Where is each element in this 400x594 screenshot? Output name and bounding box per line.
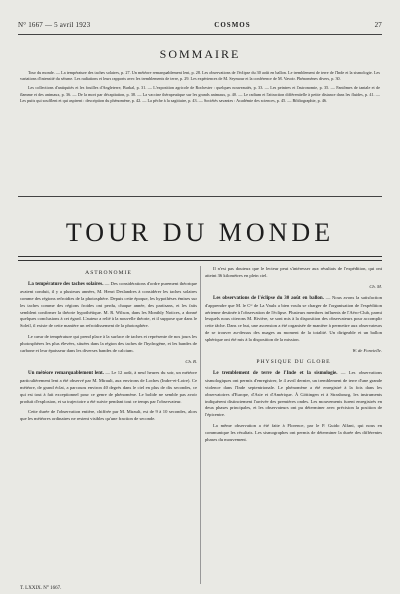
page-number: 27 <box>374 21 382 29</box>
article-signature: Ch. M. <box>369 283 382 289</box>
article-body: — Nous avons la satisfaction d'apprendre que M. le Cᵗᵉ de La Vaulx a bien voulu se charger de l'organisation de l'expédition aérienne destinée à l'observation de l'éclipse. Plusieurs membres influents de l'Aéro-Club, parmi lesquels nous citerons M. Rivière, se sont mis à la disposition des observateurs pour accomplir cette tâche. Dans ce but, une ascension a été organisée de manière à permettre aux observateurs de se trouver au-dessus des nuages au moment de la totalité. Un dirigeable et un ballon sphérique ont été mis à la disposition de la mission. <box>205 294 382 343</box>
issue-number: N° 1667 — 5 avril 1923 <box>18 21 91 29</box>
running-header <box>18 18 382 32</box>
sommaire-body <box>20 70 380 188</box>
column-divider <box>200 266 201 584</box>
article-title: Un météore remarquablement lent. <box>28 370 104 376</box>
sommaire-paragraph: Les collections d'antiquités et les fouilles d'Angleterre, Burkal, p. 31. — L'exposition agricole de Rochester : quelques nouveautés, p. 33. — Les peintres et l'astronomie, p. 35. — Fantômes de tantale et de flamme et des animaux, p. 36. — De la mort par décapitation, p. 38. — La vaccine thérapeutique sur les grands animaux, p. 40. — Le radium et l'attraction différentielle à petite distance dans les fluides, p. 41. — Les puits qui soufflent et qui aspirent : description du phénomène, p. 42. — La pêche à la sagittaire, p. 43. — Sociétés savantes : Académie des sciences, p. 45. — Bibliographie, p. 46. <box>20 85 380 103</box>
sommaire-paragraph: Tour du monde. — La température des taches solaires, p. 27. Un météore remarquablement lent, p. 28. Les observations de l'éclipse du 30 août en ballon. Le tremblement de terre de l'Inde et la sismologie. Les variations d'intensité du séisme. Les radiations et leurs rapports avec les tremblements de terre, p. 29. Les expériences de M. Seymour et la conférence de M. Vavoir. Phénomènes divers, p. 30. <box>20 70 380 82</box>
article-paragraph <box>20 370 197 406</box>
sommaire-rule <box>18 196 382 197</box>
article-paragraph: La même observation a été faite à Florence, par le P. Guido Alfani, qui nous en communique les résultats. Les sismographes ont permis de déterminer la durée des différentes phases du mouvement. <box>205 423 382 443</box>
article-signature: W. de Fonvielle. <box>352 348 382 354</box>
article-paragraph: Il n'est pas douteux que le lecteur peut s'intéresser aux résultats de l'expédition, qui ont atteint 36 kilomètres en plein ciel. <box>205 266 382 278</box>
article-body: — Des considérations d'ordre purement théorique avaient conduit, il y a plusieurs années, M. Henri Deslandres à considérer les taches solaires comme des régions refroidies de la photosphère. Depuis cette époque, les hypothèses émises sur les taches comme des régions froides ont perdu, chaque année, des partisans, et les faits semblent confirmer la théorie hypothétique. M. R. Wilson, dans les Monthly Notices, a donné quelques conclusions à cet égard. L'auteur a relié à la nouvelle théorie, et il suppose que dans le Soleil, il existe de cette manière un refroidissement de la photosphère. <box>20 280 197 329</box>
article-title: La température des taches solaires. <box>28 281 104 287</box>
journal-name: COSMOS <box>214 21 251 29</box>
article-paragraph <box>205 370 382 419</box>
title-double-rule <box>18 256 382 261</box>
article-signature: Ch. B. <box>185 358 197 364</box>
article-paragraph <box>20 281 197 330</box>
volume-footer: T. LXXIX. N° 1667. <box>20 586 62 591</box>
article-body: — Le 12 août, à neuf heures du soir, un météore particulièrement lent a été observé par M. Mirault, aux environs de Loches (Indre-et-Loire). Ce météore, de grand éclat, a parcouru environ 40 degrés dans le ciel en plus de dix secondes, ce qui est tout à fait exceptionnel pour ce genre de phénomène. Le bolide ne semble pas avoir produit d'explosion, et sa trajectoire a été suivie pendant tout ce temps par l'observateur. <box>20 369 197 404</box>
header-rule <box>18 34 382 35</box>
section-title: TOUR DU MONDE <box>65 218 335 247</box>
article-paragraph <box>205 295 382 344</box>
article-title: Les observations de l'éclipse du 30 août en ballon. <box>213 295 324 301</box>
article-body: — Les observations sismologiques ont permis d'enregistrer, le 4 avril dernier, un tremblement de terre d'une grande violence dans l'Inde septentrionale. Le phénomène a été enregistré à la fois dans les observatoires d'Europe, d'Asie et d'Amérique. À Göttingen et à Strasbourg, les instruments indiquèrent distinctement l'arrivée des premières ondes. Les mouvements furent enregistrés en deux phases principales, et les observateurs ont pu déterminer avec précision la position de l'épicentre. <box>205 369 382 418</box>
article-paragraph: Le cœur de température qui prend place à la surface de taches et représente de nos jours les photosphères les plus élevées, situées dans la région des taches de l'hydrogène, et les bandes de carbone et leur épaisseur dans les diverses bandes de calcium. <box>20 334 197 354</box>
right-column <box>205 266 382 584</box>
sommaire-title: SOMMAIRE <box>159 47 241 61</box>
left-column <box>20 266 197 584</box>
article-paragraph: Cette durée de l'observation entière, chiffrée par M. Mirault, est de 9 à 10 secondes, alors que les météores ordinaires ne restent visibles qu'une fraction de seconde. <box>20 409 197 422</box>
section-heading-astronomie: ASTRONOMIE <box>85 270 132 276</box>
article-title: Le tremblement de terre de l'Inde et la sismologie. <box>213 370 338 376</box>
section-heading-physique: PHYSIQUE DU GLOBE <box>256 358 331 365</box>
